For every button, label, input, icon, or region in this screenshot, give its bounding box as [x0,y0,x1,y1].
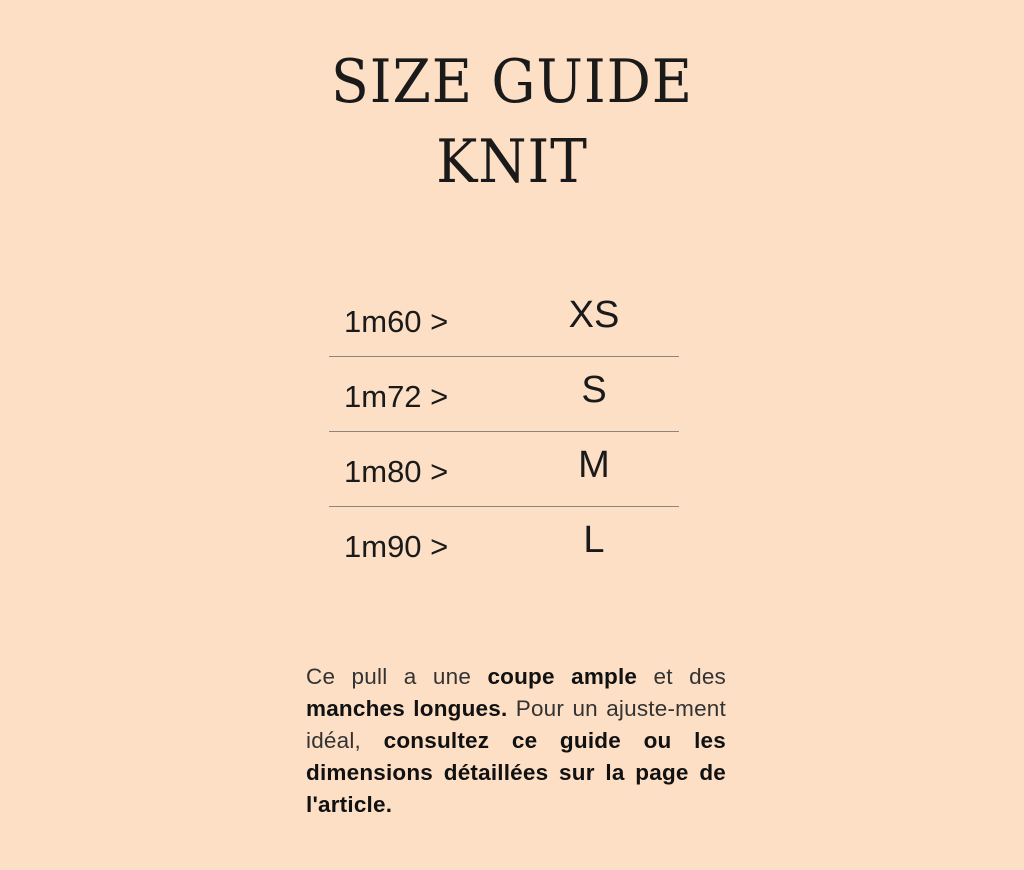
size-row-m [329,432,679,507]
size-row-s [329,357,679,432]
size-value: M [578,444,610,486]
description-highlight: manches longues. [306,696,508,721]
description-highlight: consultez ce guide ou les dimensions détaillées sur la page de l'article. [306,728,726,817]
height-value: 1m80 > [344,454,449,489]
size-value: S [581,369,607,411]
height-value: 1m72 > [344,379,449,414]
size-value: L [583,519,605,561]
page-title: SIZE GUIDE [331,47,693,117]
description-text: Pour un ajuste-ment idéal, [306,696,726,753]
size-row-xs [329,282,679,357]
description-highlight: coupe ample [487,664,638,689]
page-subtitle: KNIT [436,127,588,197]
product-description [306,661,726,821]
description-text: Ce pull a une [306,664,488,689]
description-text: et des [637,664,726,689]
size-value: XS [568,294,620,336]
size-row-l [329,507,679,581]
size-table [329,282,679,581]
height-value: 1m60 > [344,304,449,339]
height-value: 1m90 > [344,529,449,564]
